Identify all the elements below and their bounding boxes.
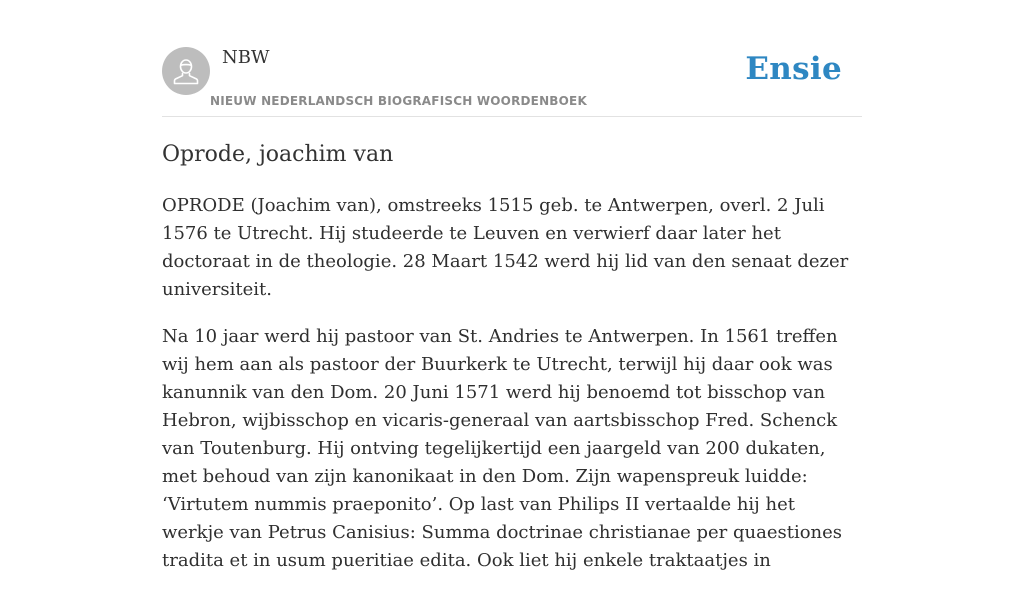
article-body	[162, 192, 862, 594]
source-full-name: NIEUW NEDERLANDSCH BIOGRAFISCH WOORDENBOEK	[210, 94, 587, 108]
source-header	[162, 0, 862, 117]
article-paragraph: OPRODE (Joachim van), omstreeks 1515 geb. te Antwerpen, overl. 2 Juli 1576 te Utrecht. Hij studeerde te Leuven en verwierf daar later het doctoraat in de theologie. 28 Maart 1542 werd hij lid van den senaat dezer universiteit.	[162, 195, 849, 300]
page-title: Oprode, joachim van	[162, 142, 394, 167]
article-paragraph: Na 10 jaar werd hij pastoor van St. Andries te Antwerpen. In 1561 treffen wij hem aan als pastoor der Buurkerk te Utrecht, terwijl hij daar ook was kanunnik van den Dom. 20 Juni 1571 werd hij benoemd tot bisschop van Hebron, wijbisschop en vicaris-generaal van aartsbisschop Fred. Schenck van Toutenburg. Hij ontving tegelijkertijd een jaargeld van 200 dukaten, met behoud van zijn kanonikaat in den Dom. Zijn wapenspreuk luidde: ‘Virtutem nummis praeponito’. Op last van Philips II vertaalde hij het werkje van Petrus Canisius: Summa doctrinae christianae per quaestiones tradita et in usum pueritiae edita. Ook liet hij enkele traktaatjes in	[162, 326, 843, 571]
source-avatar[interactable]	[162, 47, 210, 95]
source-name[interactable]: NBW	[222, 47, 270, 68]
brand-logo[interactable]: Ensie	[745, 51, 842, 87]
page	[162, 0, 862, 571]
user-silhouette-icon	[162, 47, 210, 95]
